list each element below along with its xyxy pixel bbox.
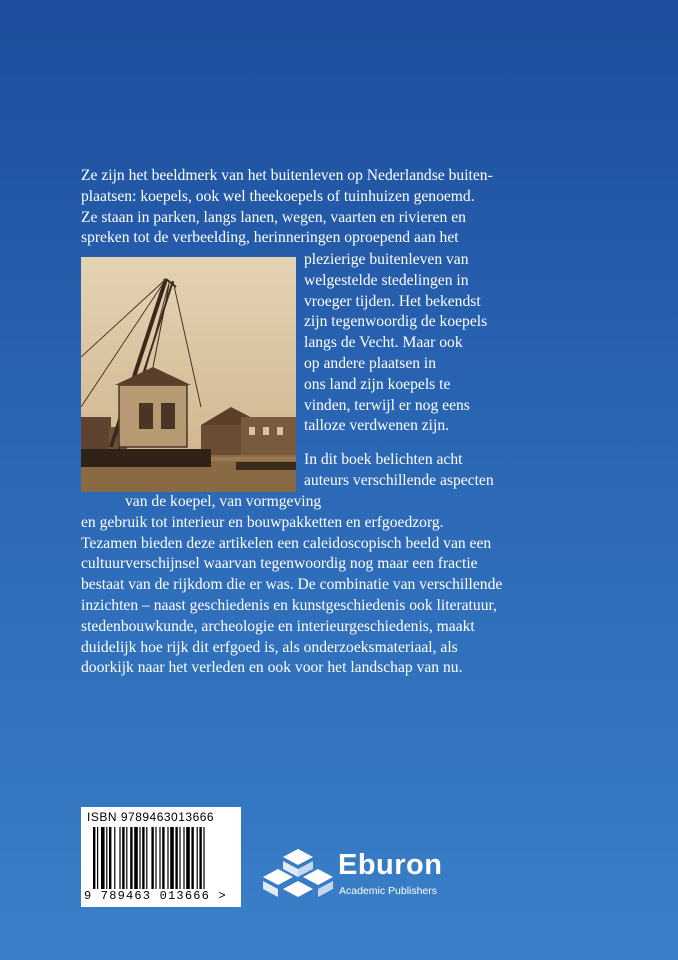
blurb-line: spreken tot de verbeelding, herinneringen oproepend aan het	[81, 229, 459, 247]
blurb-line: zijn tegenwoordig de koepels	[304, 313, 488, 331]
blurb-line: inzichten – naast geschiedenis en kunstgeschiedenis ook literatuur,	[81, 596, 497, 614]
blurb-line: Ze staan in parken, langs lanen, wegen, vaarten en rivieren en	[81, 208, 466, 226]
isbn-label: ISBN 9789463013666	[87, 810, 215, 824]
historic-photo-koepel-crane	[81, 257, 296, 492]
blurb-line: bestaat van de rijkdom die er was. De combinatie van verschillende	[81, 576, 503, 594]
blurb-line: Ze zijn het beeldmerk van het buitenleven op Nederlandse buiten-	[81, 167, 493, 184]
isbn-barcode	[81, 807, 241, 907]
blurb-line: stedenbouwkunde, archeologie en interieurgeschiedenis, maakt	[81, 617, 475, 635]
blurb-line: cultuurverschijnsel waarvan tegenwoordig nog maar een fractie	[81, 555, 478, 573]
blurb-line: vroeger tijden. Het bekendst	[304, 292, 481, 310]
blurb-line: talloze verdwenen zijn.	[304, 417, 450, 435]
blurb-line: doorkijk naar het verleden en ook voor het landschap van nu.	[81, 659, 463, 677]
blurb-line: duidelijk hoe rijk dit erfgoed is, als onderzoeksmateriaal, als	[81, 638, 458, 656]
blurb-line: auteurs verschillende aspecten	[304, 471, 494, 489]
blurb-line: en gebruik tot interieur en bouwpakketten en erfgoedzorg.	[81, 513, 444, 531]
blurb-line: ons land zijn koepels te	[304, 375, 451, 393]
eburon-cube-icon	[263, 847, 333, 907]
publisher-name: Eburon	[338, 849, 443, 881]
blurb-line: In dit boek belichten acht	[304, 451, 463, 468]
blurb-line: vinden, terwijl er nog eens	[304, 396, 470, 414]
barcode-digits: 9 789463 013666 >	[84, 889, 227, 903]
blurb-paragraph-1	[81, 166, 601, 249]
publisher-subtitle: Academic Publishers	[339, 885, 438, 897]
blurb-line: op andere plaatsen in	[304, 354, 437, 372]
blurb-line: plaatsen: koepels, ook wel theekoepels of tuinhuizen genoemd.	[81, 187, 475, 205]
blurb-line: van de koepel, van vormgeving	[125, 493, 322, 510]
blurb-line: welgestelde stedelingen in	[304, 271, 469, 289]
barcode-bars	[93, 827, 229, 889]
blurb-line: plezierige buitenleven van	[304, 251, 469, 268]
blurb-paragraph-2	[81, 492, 601, 679]
blurb-paragraph-2-start	[304, 450, 544, 492]
blurb-line: langs de Vecht. Maar ook	[304, 334, 463, 352]
blurb-line: Tezamen bieden deze artikelen een caleidoscopisch beeld van een	[81, 534, 492, 552]
publisher-logo	[263, 847, 463, 907]
blurb-paragraph-1-continued	[304, 250, 544, 437]
